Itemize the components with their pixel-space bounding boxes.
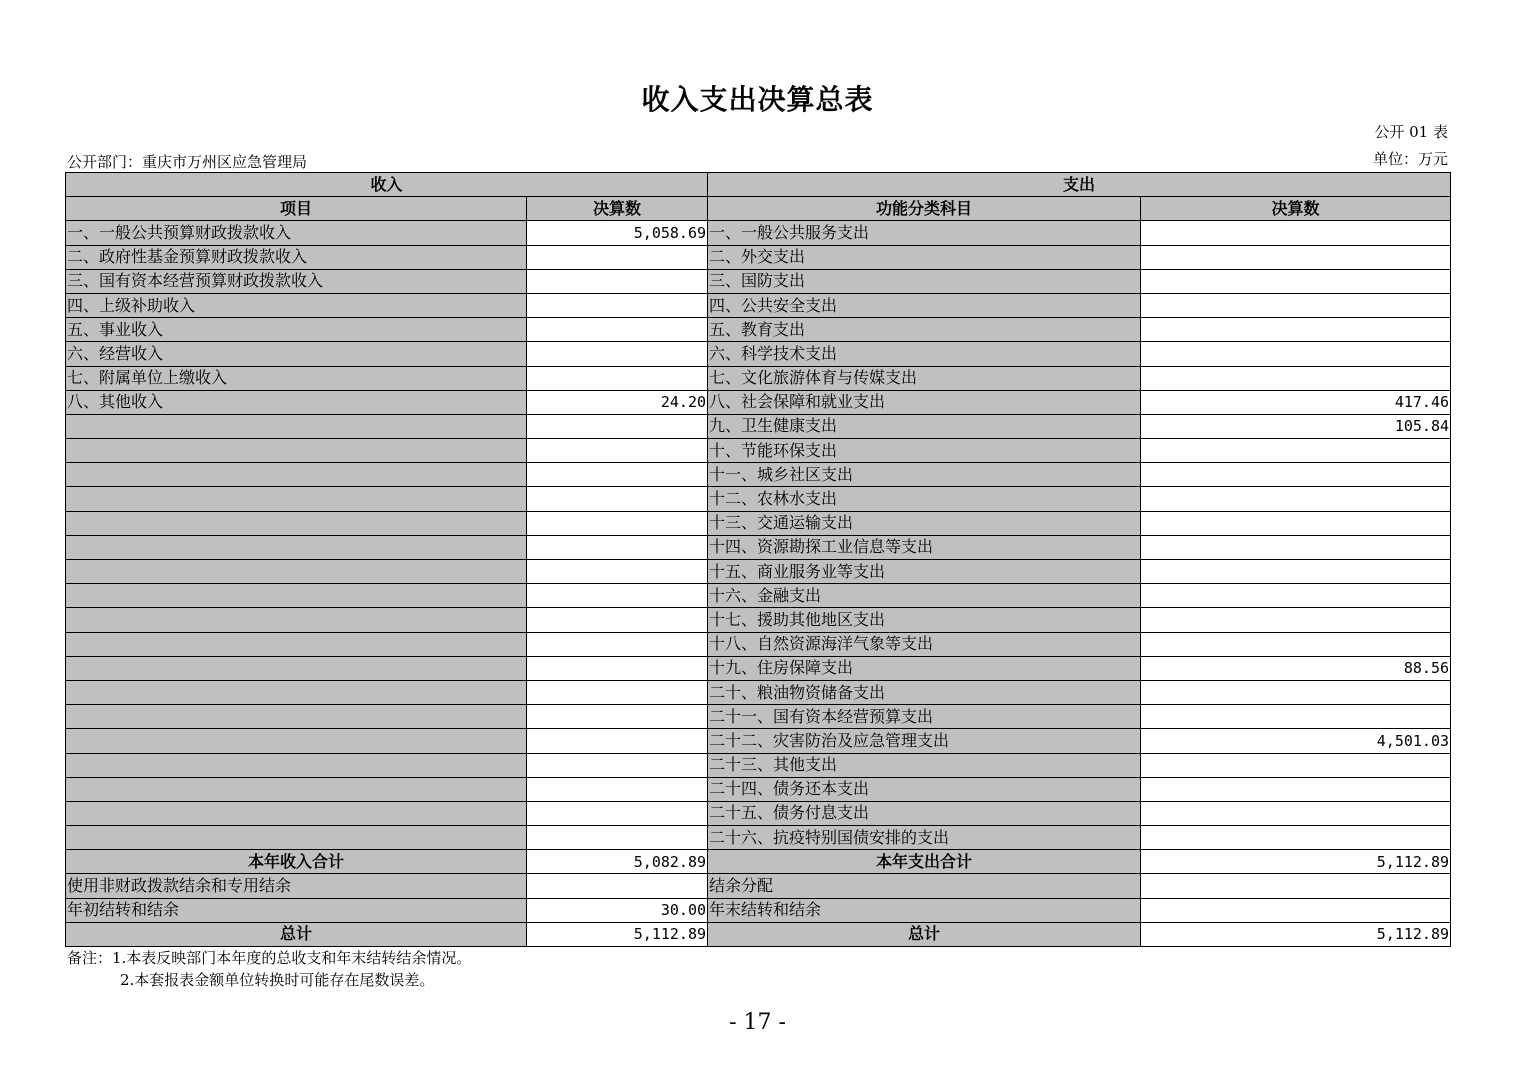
budget-table <box>65 172 1451 947</box>
table-row <box>66 390 1451 414</box>
expenditure-item-cell: 十八、自然资源海洋气象等支出 <box>708 632 1141 656</box>
table-row <box>66 269 1451 293</box>
income-item-cell <box>66 705 527 729</box>
department-label: 公开部门：重庆市万州区应急管理局 <box>67 153 308 171</box>
income-amount-cell <box>527 269 708 293</box>
income-item-cell <box>66 535 527 559</box>
income-amount-column-header: 决算数 <box>527 197 708 221</box>
expenditure-amount-cell <box>1141 366 1451 390</box>
table-row <box>66 535 1451 559</box>
income-item-cell <box>66 729 527 753</box>
table-row <box>66 584 1451 608</box>
table-row <box>66 680 1451 704</box>
income-item-cell: 八、其他收入 <box>66 390 527 414</box>
income-item-cell: 五、事业收入 <box>66 318 527 342</box>
grand-income-total-label: 总计 <box>66 922 527 946</box>
expenditure-amount-cell: 105.84 <box>1141 414 1451 438</box>
income-item-cell <box>66 487 527 511</box>
income-amount-cell <box>527 366 708 390</box>
income-item-cell <box>66 656 527 680</box>
expenditure-amount-cell <box>1141 898 1451 922</box>
expenditure-amount-column-header: 决算数 <box>1141 197 1451 221</box>
table-row <box>66 293 1451 317</box>
table-row <box>66 221 1451 245</box>
grand-expenditure-total-label: 总计 <box>708 922 1141 946</box>
table-row <box>66 826 1451 850</box>
expenditure-item-cell: 十九、住房保障支出 <box>708 656 1141 680</box>
income-amount-cell <box>527 293 708 317</box>
expenditure-amount-cell <box>1141 318 1451 342</box>
expenditure-item-cell: 十二、农林水支出 <box>708 487 1141 511</box>
expenditure-section-header: 支出 <box>708 173 1451 197</box>
income-amount-cell <box>527 753 708 777</box>
expenditure-amount-cell <box>1141 680 1451 704</box>
expenditure-amount-cell <box>1141 560 1451 584</box>
expenditure-item-cell: 十六、金融支出 <box>708 584 1141 608</box>
expenditure-item-cell: 二十五、债务付息支出 <box>708 801 1141 825</box>
income-item-cell <box>66 608 527 632</box>
expenditure-item-cell: 十五、商业服务业等支出 <box>708 560 1141 584</box>
table-row <box>66 656 1451 680</box>
expenditure-item-cell: 十一、城乡社区支出 <box>708 463 1141 487</box>
income-amount-cell <box>527 826 708 850</box>
income-amount-cell <box>527 342 708 366</box>
expenditure-item-cell: 八、社会保障和就业支出 <box>708 390 1141 414</box>
income-item-cell <box>66 801 527 825</box>
expenditure-amount-cell <box>1141 245 1451 269</box>
income-amount-cell <box>527 487 708 511</box>
income-item-cell <box>66 632 527 656</box>
income-amount-cell <box>527 439 708 463</box>
income-item-cell: 二、政府性基金预算财政拨款收入 <box>66 245 527 269</box>
expenditure-amount-cell <box>1141 511 1451 535</box>
expenditure-item-cell: 二十一、国有资本经营预算支出 <box>708 705 1141 729</box>
table-row <box>66 366 1451 390</box>
expenditure-amount-cell: 88.56 <box>1141 656 1451 680</box>
expenditure-amount-cell <box>1141 342 1451 366</box>
table-row <box>66 874 1451 898</box>
table-row <box>66 560 1451 584</box>
expenditure-item-cell: 结余分配 <box>708 874 1141 898</box>
income-item-cell <box>66 680 527 704</box>
expenditure-item-cell: 二、外交支出 <box>708 245 1141 269</box>
table-row <box>66 729 1451 753</box>
income-item-cell: 使用非财政拨款结余和专用结余 <box>66 874 527 898</box>
unit-label: 单位：万元 <box>1372 150 1448 168</box>
form-code: 公开 01 表 <box>1374 123 1448 141</box>
expenditure-amount-cell <box>1141 632 1451 656</box>
page-title: 收入支出决算总表 <box>641 83 874 116</box>
income-amount-cell <box>527 777 708 801</box>
income-amount-cell: 5,058.69 <box>527 221 708 245</box>
expenditure-amount-cell <box>1141 463 1451 487</box>
expenditure-amount-cell <box>1141 608 1451 632</box>
expenditure-amount-cell <box>1141 705 1451 729</box>
grand-income-total-amount: 5,112.89 <box>527 922 708 946</box>
expenditure-amount-cell <box>1141 221 1451 245</box>
column-header-row <box>66 197 1451 221</box>
income-amount-cell <box>527 632 708 656</box>
section-header-row <box>66 173 1451 197</box>
income-amount-cell <box>527 511 708 535</box>
expenditure-amount-cell <box>1141 487 1451 511</box>
item-column-header: 项目 <box>66 197 527 221</box>
expenditure-item-cell: 三、国防支出 <box>708 269 1141 293</box>
income-amount-cell <box>527 245 708 269</box>
table-row <box>66 511 1451 535</box>
table-row <box>66 463 1451 487</box>
expenditure-amount-cell <box>1141 777 1451 801</box>
table-row <box>66 753 1451 777</box>
note-line-2: 2.本套报表金额单位转换时可能存在尾数误差。 <box>120 971 435 989</box>
income-amount-cell <box>527 584 708 608</box>
expenditure-item-cell: 十七、援助其他地区支出 <box>708 608 1141 632</box>
grand-expenditure-total-amount: 5,112.89 <box>1141 922 1451 946</box>
income-amount-cell <box>527 608 708 632</box>
grand-total-row <box>66 922 1451 946</box>
table-row <box>66 318 1451 342</box>
income-amount-cell <box>527 656 708 680</box>
income-amount-cell: 24.20 <box>527 390 708 414</box>
income-amount-cell <box>527 560 708 584</box>
income-item-cell: 一、一般公共预算财政拨款收入 <box>66 221 527 245</box>
expenditure-item-cell: 六、科学技术支出 <box>708 342 1141 366</box>
income-amount-cell <box>527 463 708 487</box>
expenditure-item-cell: 五、教育支出 <box>708 318 1141 342</box>
income-amount-cell <box>527 414 708 438</box>
table-row <box>66 245 1451 269</box>
expenditure-item-cell: 二十、粮油物资储备支出 <box>708 680 1141 704</box>
income-item-cell <box>66 511 527 535</box>
income-item-cell <box>66 826 527 850</box>
expenditure-amount-cell <box>1141 753 1451 777</box>
expenditure-item-cell: 十四、资源勘探工业信息等支出 <box>708 535 1141 559</box>
expenditure-item-cell: 年末结转和结余 <box>708 898 1141 922</box>
expenditure-amount-cell: 417.46 <box>1141 390 1451 414</box>
income-amount-cell <box>527 318 708 342</box>
income-item-cell: 年初结转和结余 <box>66 898 527 922</box>
income-amount-cell <box>527 535 708 559</box>
income-item-cell: 七、附属单位上缴收入 <box>66 366 527 390</box>
expenditure-amount-cell <box>1141 874 1451 898</box>
income-item-cell <box>66 560 527 584</box>
income-item-cell: 三、国有资本经营预算财政拨款收入 <box>66 269 527 293</box>
income-amount-cell <box>527 729 708 753</box>
income-item-cell <box>66 439 527 463</box>
table-row <box>66 608 1451 632</box>
income-amount-cell: 30.00 <box>527 898 708 922</box>
page-number: - 17 - <box>729 1010 786 1035</box>
table-row <box>66 801 1451 825</box>
table-row <box>66 705 1451 729</box>
year-total-row <box>66 850 1451 874</box>
income-item-cell <box>66 777 527 801</box>
category-column-header: 功能分类科目 <box>708 197 1141 221</box>
expenditure-item-cell: 二十二、灾害防治及应急管理支出 <box>708 729 1141 753</box>
expenditure-item-cell: 二十三、其他支出 <box>708 753 1141 777</box>
expenditure-item-cell: 九、卫生健康支出 <box>708 414 1141 438</box>
expenditure-amount-cell <box>1141 293 1451 317</box>
expenditure-item-cell: 七、文化旅游体育与传媒支出 <box>708 366 1141 390</box>
income-item-cell <box>66 584 527 608</box>
table-row <box>66 487 1451 511</box>
table-row <box>66 414 1451 438</box>
notes <box>67 947 471 991</box>
expenditure-amount-cell <box>1141 535 1451 559</box>
table-row <box>66 342 1451 366</box>
expenditure-item-cell: 十、节能环保支出 <box>708 439 1141 463</box>
table-row <box>66 777 1451 801</box>
note-line-1: 备注：1.本表反映部门本年度的总收支和年末结转结余情况。 <box>67 949 472 967</box>
expenditure-amount-cell <box>1141 439 1451 463</box>
expenditure-amount-cell: 4,501.03 <box>1141 729 1451 753</box>
expenditure-amount-cell <box>1141 826 1451 850</box>
expenditure-item-cell: 二十四、债务还本支出 <box>708 777 1141 801</box>
income-item-cell <box>66 414 527 438</box>
year-expenditure-total-label: 本年支出合计 <box>708 850 1141 874</box>
table-row <box>66 439 1451 463</box>
income-item-cell <box>66 753 527 777</box>
expenditure-item-cell: 四、公共安全支出 <box>708 293 1141 317</box>
expenditure-item-cell: 一、一般公共服务支出 <box>708 221 1141 245</box>
table-row <box>66 898 1451 922</box>
expenditure-amount-cell <box>1141 584 1451 608</box>
expenditure-amount-cell <box>1141 269 1451 293</box>
expenditure-item-cell: 二十六、抗疫特别国债安排的支出 <box>708 826 1141 850</box>
income-item-cell <box>66 463 527 487</box>
income-amount-cell <box>527 705 708 729</box>
income-amount-cell <box>527 801 708 825</box>
income-item-cell: 四、上级补助收入 <box>66 293 527 317</box>
income-item-cell: 六、经营收入 <box>66 342 527 366</box>
expenditure-item-cell: 十三、交通运输支出 <box>708 511 1141 535</box>
year-income-total-label: 本年收入合计 <box>66 850 527 874</box>
income-section-header: 收入 <box>66 173 708 197</box>
income-amount-cell <box>527 680 708 704</box>
table-row <box>66 632 1451 656</box>
income-amount-cell <box>527 874 708 898</box>
year-income-total-amount: 5,082.89 <box>527 850 708 874</box>
expenditure-amount-cell <box>1141 801 1451 825</box>
year-expenditure-total-amount: 5,112.89 <box>1141 850 1451 874</box>
